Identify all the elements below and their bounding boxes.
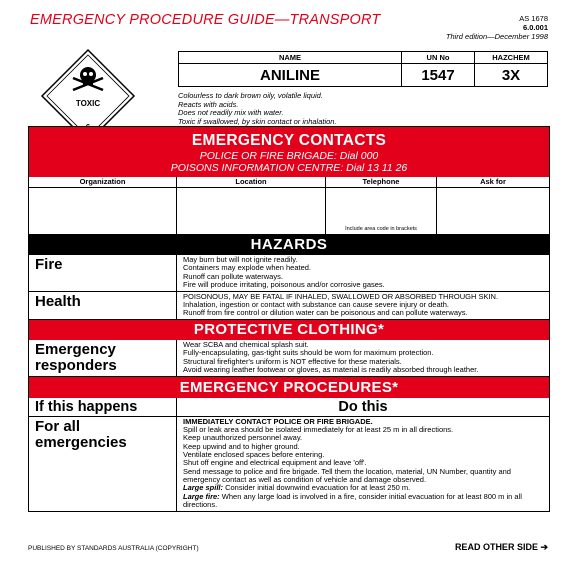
- substance-description: [178, 92, 337, 126]
- organization-header: Organization: [29, 177, 177, 188]
- clothing-line: Structural firefighter's uniform is NOT effective for these materials.: [183, 356, 402, 366]
- un-no-header: UN No: [402, 52, 475, 64]
- large-spill-label: Large spill:: [183, 483, 224, 493]
- edition-text: Third edition—December 1998: [445, 32, 548, 41]
- procedure-line: Keep unauthorized personnel away.: [183, 433, 303, 443]
- fire-label: Fire: [29, 255, 177, 291]
- police-fire-line: POLICE OR FIRE BRIGADE: Dial 000: [199, 150, 379, 162]
- telephone-header: Telephone: [326, 177, 437, 188]
- procedure-line: Keep upwind and to higher ground.: [183, 441, 300, 451]
- emergency-procedures-banner: EMERGENCY PROCEDURES*: [29, 377, 549, 398]
- fire-line: Containers may explode when heated.: [183, 263, 311, 273]
- health-line: POISONOUS, MAY BE FATAL IF INHALED, SWALLOWED OR ABSORBED THROUGH SKIN.: [183, 291, 499, 301]
- fire-line: Runoff can pollute waterways.: [183, 271, 283, 281]
- all-emergencies-row: [29, 417, 549, 511]
- read-other-side: READ OTHER SIDE ➔: [454, 542, 548, 552]
- description-line: Does not readily mix with water.: [178, 108, 284, 118]
- large-fire-label: Large fire:: [183, 491, 220, 501]
- responders-label-line: responders: [35, 356, 117, 374]
- clothing-line: Fully-encapsulating, gas-tight suits should be worn for maximum protection.: [183, 348, 434, 358]
- organization-cell: [29, 188, 177, 234]
- hazchem-code: 3X: [475, 64, 548, 87]
- fire-line: May burn but will not ignite readily.: [183, 255, 298, 264]
- substance-name: ANILINE: [179, 64, 402, 87]
- un-number: 1547: [402, 64, 475, 87]
- description-line: Toxic if swallowed, by skin contact or inhalation.: [178, 116, 337, 126]
- fire-line: Fire will produce irritating, poisonous and/or corrosive gases.: [183, 280, 385, 290]
- description-line: Colourless to dark brown oily, volatile liquid.: [178, 91, 323, 100]
- protective-clothing-text: [177, 340, 549, 376]
- standard-number: 6.0.001: [522, 23, 548, 32]
- hazards-banner: HAZARDS: [29, 235, 549, 255]
- health-hazard-row: [29, 292, 549, 320]
- telephone-cell: [326, 188, 437, 234]
- standard-code: AS 1678: [519, 14, 548, 23]
- standard-info: [446, 14, 548, 41]
- location-header: Location: [177, 177, 326, 188]
- identification-table: [178, 51, 548, 87]
- contacts-table: [29, 177, 549, 235]
- large-spill-text: Consider initial downwind evacuation for at least 250 m.: [223, 483, 411, 493]
- all-emergencies-label-line: For all: [35, 417, 81, 435]
- hazchem-header: HAZCHEM: [475, 52, 548, 64]
- if-this-happens-header: If this happens: [29, 398, 177, 416]
- do-this-header: Do this: [338, 398, 388, 415]
- contact-first-line: IMMEDIATELY CONTACT POLICE OR FIRE BRIGADE.: [183, 416, 373, 426]
- large-fire-text: When any large load is involved in a fire, consider initial evacuation for at least 800 m in all directions.: [183, 491, 522, 509]
- placard-label: TOXIC: [75, 99, 101, 108]
- responders-row: [29, 340, 549, 377]
- fire-hazard-row: [29, 255, 549, 292]
- description-line: Reacts with acids.: [178, 99, 239, 109]
- health-text: [177, 292, 549, 319]
- health-line: Runoff from fire control or dilution water can be poisonous and can pollute waterways.: [183, 308, 468, 318]
- clothing-line: Wear SCBA and chemical splash suit.: [183, 339, 309, 349]
- responders-label: [29, 340, 177, 376]
- all-emergencies-label-line: emergencies: [35, 433, 127, 451]
- poisons-line: POISONS INFORMATION CENTRE: Dial 13 11 26: [170, 162, 408, 174]
- emergency-contacts-title: EMERGENCY CONTACTS: [191, 132, 387, 149]
- procedure-line: Shut off engine and electrical equipment and leave 'off'.: [183, 458, 367, 468]
- health-line: Inhalation, ingestion or contact with substance can cause severe injury or death.: [183, 300, 449, 310]
- all-emergencies-label: [29, 417, 177, 511]
- ask-for-header: Ask for: [437, 177, 549, 188]
- telephone-note: Include area code in brackets: [345, 225, 417, 232]
- publisher-note: PUBLISHED BY STANDARDS AUSTRALIA (COPYRIGHT): [28, 545, 199, 552]
- large-fire-line: [183, 493, 543, 510]
- name-header: NAME: [179, 52, 402, 64]
- health-label: Health: [29, 292, 177, 319]
- procedure-line: Spill or leak area should be isolated immediately for at least 25 m in all directions.: [183, 425, 454, 435]
- responders-label-line: Emergency: [35, 340, 116, 358]
- fire-text: [177, 255, 549, 291]
- page-title: EMERGENCY PROCEDURE GUIDE—TRANSPORT: [30, 12, 381, 28]
- procedure-guide-body: [28, 126, 550, 512]
- ask-for-cell: [437, 188, 549, 234]
- emergency-procedures-text: [177, 417, 549, 511]
- procedure-line: Send message to police and fire brigade. Tell them the location, material, UN Number, quantity and emergency contact as well as condition of vehicle and damage observed.: [183, 466, 511, 484]
- procedures-header-row: [29, 398, 549, 417]
- clothing-line: Avoid wearing leather footwear or gloves, as material is readily absorbed through leather.: [183, 365, 479, 375]
- emergency-contacts-banner: [29, 127, 549, 177]
- location-cell: [177, 188, 326, 234]
- procedure-line: Ventilate enclosed spaces before entering.: [183, 450, 325, 460]
- protective-clothing-banner: PROTECTIVE CLOTHING*: [29, 320, 549, 340]
